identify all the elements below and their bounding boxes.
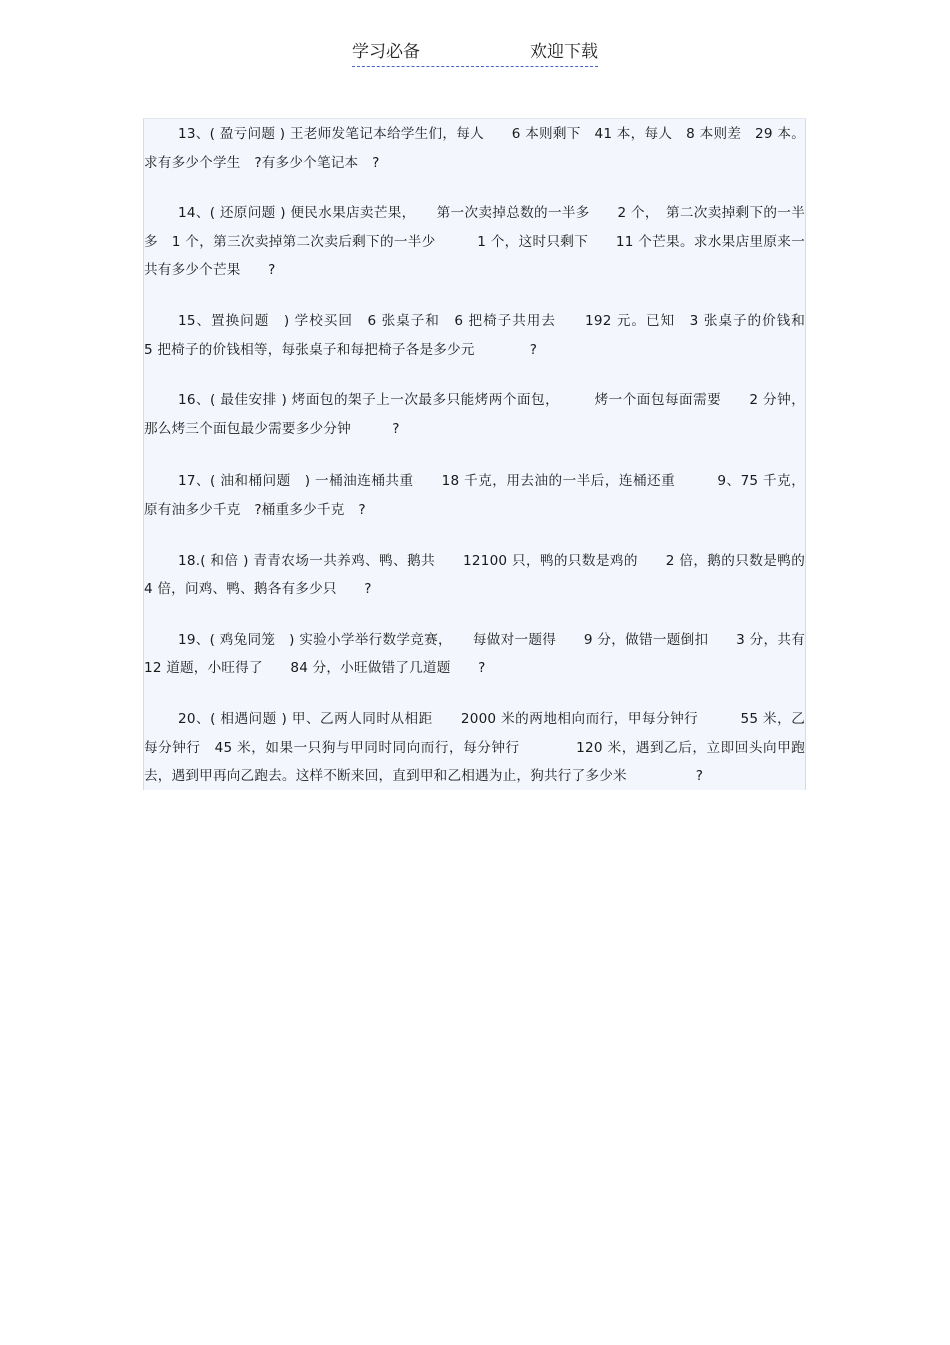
problem-19: 19、( 鸡兔同笼 ) 实验小学举行数学竞赛， 每做对一题得 9 分，做错一题倒扣 3 分，共有12 道题，小旺得了 84 分，小旺做错了几道题 ? <box>144 631 805 677</box>
problem-15: 15、置换问题 ) 学校买回 6 张桌子和 6 把椅子共用去 192 元。已知 3 张桌子的价钱和 5 把椅子的价钱相等，每张桌子和每把椅子各是多少元 ? <box>144 312 833 358</box>
problem-18: 18.( 和倍 ) 青青农场一共养鸡、鸭、鹅共 12100 只，鸭的只数是鸡的 2 倍，鹅的只数是鸭的 4 倍，问鸡、鸭、鹅各有多少只 ? <box>144 552 805 598</box>
problem-20: 20、( 相遇问题 ) 甲、乙两人同时从相距 2000 米的两地相向而行，甲每分钟行 55 米，乙每分钟行 45 米，如果一只狗与甲同时同向而行，每分钟行 120 米，遇到乙后，立即回头向甲跑去，遇到甲再向乙跑去。这样不断来回，直到甲和乙相遇为止，狗共行了多少米 ? <box>144 710 805 785</box>
problem-17: 17、( 油和桶问题 ) 一桶油连桶共重 18 千克，用去油的一半后，连桶还重 9、75 千克，原有油多少千克 ?桶重多少千克 ? <box>144 473 805 518</box>
header-left-text: 学习必备 <box>352 42 420 62</box>
problem-16: 16、( 最佳安排 ) 烤面包的架子上一次最多只能烤两个面包， 烤一个面包每面需要 2 分钟，那么烤三个面包最少需要多少分钟 ? <box>144 392 805 437</box>
problem-list <box>143 118 833 790</box>
page-header <box>352 40 598 67</box>
problem-14: 14、( 还原问题 ) 便民水果店卖芒果， 第一次卖掉总数的一半多 2 个， 第二次卖掉剩下的一半多 1 个，第三次卖掉第二次卖后剩下的一半少 1 个，这时只剩下 11 个芒果。求水果店里原来一共有多少个芒果 ? <box>144 205 805 279</box>
problem-13: 13、( 盈亏问题 ) 王老师发笔记本给学生们，每人 6 本则剩下 41 本，每人 8 本则差 29 本。求有多少个学生 ?有多少个笔记本 ? <box>144 126 805 171</box>
header-right-text: 欢迎下载 <box>530 42 598 62</box>
